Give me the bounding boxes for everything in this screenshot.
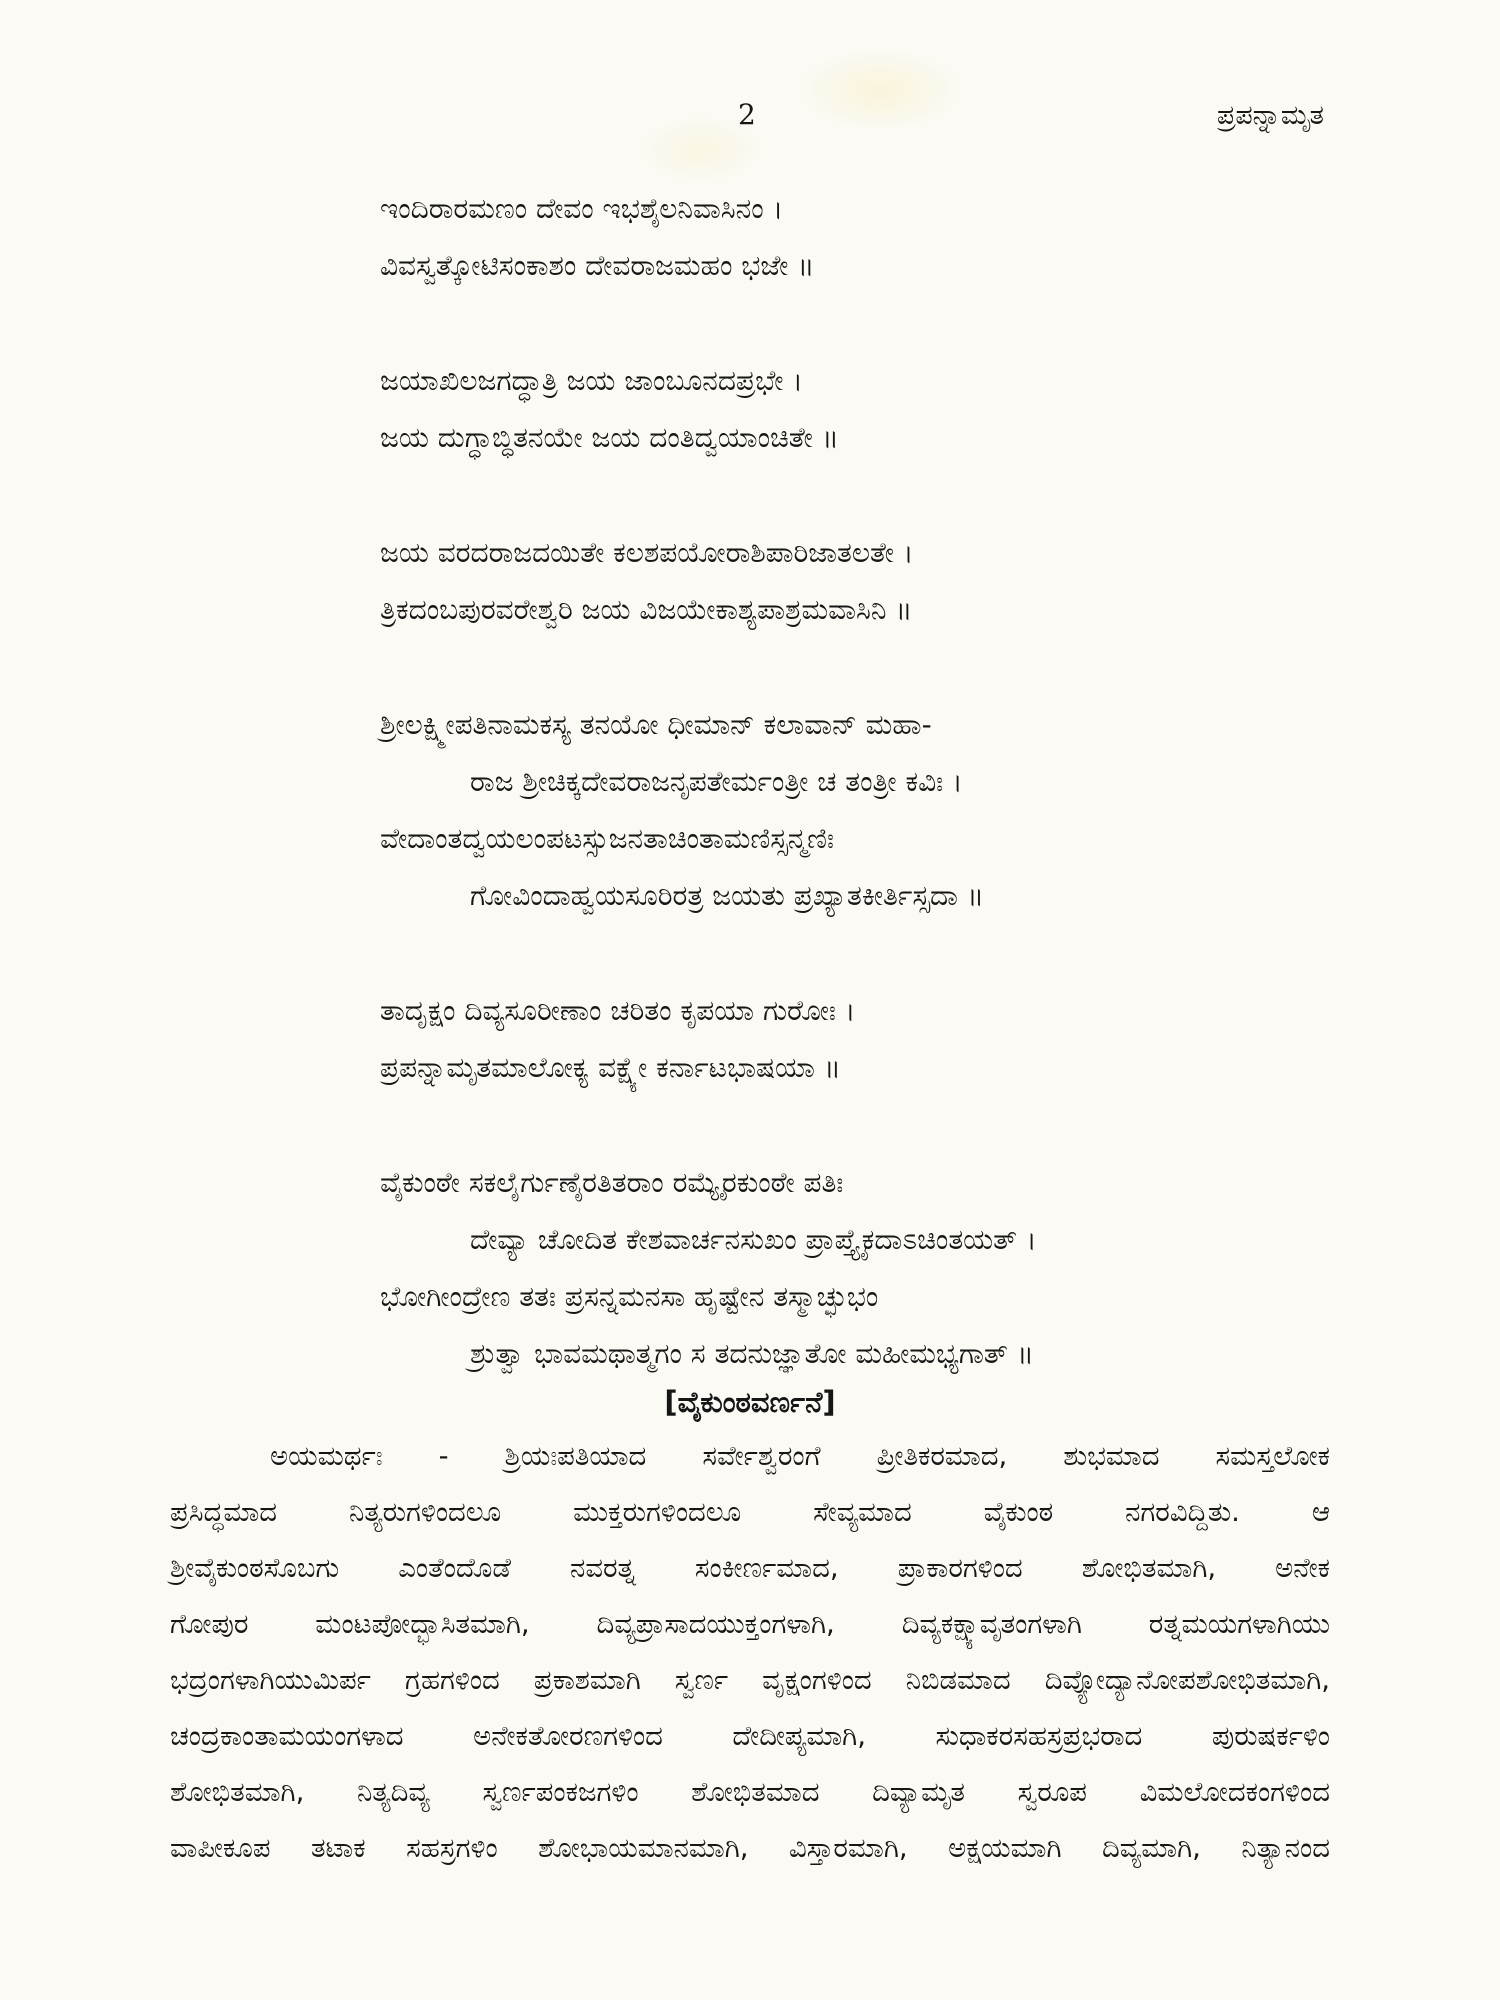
verse-line: ಜಯ ದುಗ್ಧಾಬ್ಧಿತನಯೇ ಜಯ ದಂತಿದ್ವಯಾಂಚಿತೇ ॥ [380, 421, 839, 454]
verse-line: ಇಂದಿರಾರಮಣಂ ದೇವಂ ಇಭಶೈಲನಿವಾಸಿನಂ । [380, 192, 784, 225]
verse-stanza [380, 180, 1380, 294]
verse-stanza [380, 1154, 1380, 1382]
verse-line: ಜಯಾಖಿಲಜಗದ್ಧಾತ್ರಿ ಜಯ ಜಾಂಬೂನದಪ್ರಭೇ । [380, 364, 803, 397]
prose-line: ಅಯಮರ್ಥಃ - ಶ್ರಿಯಃಪತಿಯಾದ ಸರ್ವೇಶ್ವರಂಗೆ ಪ್ರೀತಿಕರಮಾದ, ಶುಭಮಾದ ಸಮಸ್ತಲೋಕ [270, 1440, 1330, 1472]
prose-line: ಶ್ರೀವೈಕುಂಠಸೊಬಗು ಎಂತೆಂದೊಡೆ ನವರತ್ನ ಸಂಕೀರ್ಣಮಾದ, ಪ್ರಾಕಾರಗಳಿಂದ ಶೋಭಿತಮಾಗಿ, ಅನೇಕ [170, 1552, 1330, 1584]
verse-line: ವಿವಸ್ವತ್ಕೋಟಿಸಂಕಾಶಂ ದೇವರಾಜಮಹಂ ಭಜೇ ॥ [380, 249, 815, 282]
verse-line: ದೇವ್ಯಾ ಚೋದಿತ ಕೇಶವಾರ್ಚನಸುಖಂ ಪ್ರಾಪ್ತ್ಯೈಕದಾಽಚಿಂತಯತ್ । [470, 1223, 1037, 1256]
verse-line: ತಾದೃಕ್ಷಂ ದಿವ್ಯಸೂರೀಣಾಂ ಚರಿತಂ ಕೃಪಯಾ ಗುರೋಃ । [380, 994, 856, 1027]
verse-line: ಭೋಗೀಂದ್ರೇಣ ತತಃ ಪ್ರಸನ್ನಮನಸಾ ಹೃಷ್ಟೇನ ತಸ್ಮಾಚ್ಛುಭಂ [380, 1280, 879, 1313]
prose-line: ವಾಪೀಕೂಪ ತಟಾಕ ಸಹಸ್ರಗಳಿಂ ಶೋಭಾಯಮಾನಮಾಗಿ, ವಿಸ್ತಾರಮಾಗಿ, ಅಕ್ಷಯಮಾಗಿ ದಿವ್ಯಮಾಗಿ, ನಿತ್ಯಾನಂದ [170, 1832, 1330, 1864]
verse-line: ರಾಜ ಶ್ರೀಚಿಕ್ಕದೇವರಾಜನೃಪತೇರ್ಮಂತ್ರೀ ಚ ತಂತ್ರೀ ಕವಿಃ । [470, 765, 963, 798]
page-number: 2 [738, 98, 756, 131]
prose-line: ಗೋಪುರ ಮಂಟಪೋದ್ಭಾಸಿತಮಾಗಿ, ದಿವ್ಯಪ್ರಾಸಾದಯುಕ್ತಂಗಳಾಗಿ, ದಿವ್ಯಕಕ್ಷ್ಯಾವೃತಂಗಳಾಗಿ ರತ್ನಮಯಗಳಾಗಿಯು [170, 1608, 1330, 1640]
verse-line: ಶ್ರೀಲಕ್ಷ್ಮೀಪತಿನಾಮಕಸ್ಯ ತನಯೋ ಧೀಮಾನ್ ಕಲಾವಾನ್ ಮಹಾ- [380, 708, 932, 741]
verse-block [380, 180, 1380, 1440]
prose-line: ಶೋಭಿತಮಾಗಿ, ನಿತ್ಯದಿವ್ಯ ಸ್ವರ್ಣಪಂಕಜಗಳಿಂ ಶೋಭಿತಮಾದ ದಿವ್ಯಾಮೃತ ಸ್ವರೂಪ ವಿಮಲೋದಕಂಗಳಿಂದ [170, 1776, 1330, 1808]
verse-stanza [380, 352, 1380, 466]
verse-line: ತ್ರಿಕದಂಬಪುರವರೇಶ್ವರಿ ಜಯ ವಿಜಯೇಕಾಶ್ಯಪಾಶ್ರಮವಾಸಿನಿ ॥ [380, 593, 913, 626]
prose-line: ಭದ್ರಂಗಳಾಗಿಯುಮಿರ್ಪ ಗ್ರಹಗಳಿಂದ ಪ್ರಕಾಶಮಾಗಿ ಸ್ವರ್ಣ ವೃಕ್ಷಂಗಳಿಂದ ನಿಬಿಡಮಾದ ದಿವ್ಯೋದ್ಯಾನೋಪಶೋಭಿತಮಾಗಿ, [170, 1664, 1330, 1696]
section-heading: [ವೈಕುಂಠವರ್ಣನೆ] [664, 1385, 836, 1419]
verse-line: ವೈಕುಂಠೇ ಸಕಲೈರ್ಗುಣೈರತಿತರಾಂ ರಮ್ಯೈರಕುಂಠೇ ಪತಿಃ [380, 1166, 844, 1199]
verse-line: ಪ್ರಪನ್ನಾಮೃತಮಾಲೋಕ್ಯ ವಕ್ಷ್ಯೇ ಕರ್ನಾಟಭಾಷಯಾ ॥ [380, 1051, 841, 1084]
verse-stanza [380, 982, 1380, 1096]
verse-stanza [380, 524, 1380, 638]
prose-line: ಚಂದ್ರಕಾಂತಾಮಯಂಗಳಾದ ಅನೇಕತೋರಣಗಳಿಂದ ದೇದೀಪ್ಯಮಾಗಿ, ಸುಧಾಕರಸಹಸ್ರಪ್ರಭರಾದ ಪುರುಷರ್ಕಳಿಂ [170, 1720, 1330, 1752]
verse-stanza [380, 696, 1380, 924]
running-header: ಪ್ರಪನ್ನಾಮೃತ [1216, 100, 1324, 131]
prose-line: ಪ್ರಸಿದ್ಧಮಾದ ನಿತ್ಯರುಗಳಿಂದಲೂ ಮುಕ್ತರುಗಳಿಂದಲೂ ಸೇವ್ಯಮಾದ ವೈಕುಂಠ ನಗರವಿದ್ದಿತು. ಆ [170, 1496, 1330, 1528]
prose-paragraph [170, 1428, 1330, 1876]
verse-line: ಶ್ರುತ್ವಾ ಭಾವಮಥಾತ್ಮಗಂ ಸ ತದನುಜ್ಞಾತೋ ಮಹೀಮಭ್ಯಗಾತ್ ॥ [470, 1337, 1034, 1370]
verse-line: ವೇದಾಂತದ್ವಯಲಂಪಟಸ್ಸುಜನತಾಚಿಂತಾಮಣಿಸ್ಸನ್ಮಣಿಃ [380, 822, 834, 855]
verse-line: ಜಯ ವರದರಾಜದಯಿತೇ ಕಲಶಪಯೋರಾಶಿಪಾರಿಜಾತಲತೇ । [380, 536, 914, 569]
verse-line: ಗೋವಿಂದಾಹ್ವಯಸೂರಿರತ್ರ ಜಯತು ಪ್ರಖ್ಯಾತಕೀರ್ತಿಸ್ಸದಾ ॥ [470, 879, 984, 912]
